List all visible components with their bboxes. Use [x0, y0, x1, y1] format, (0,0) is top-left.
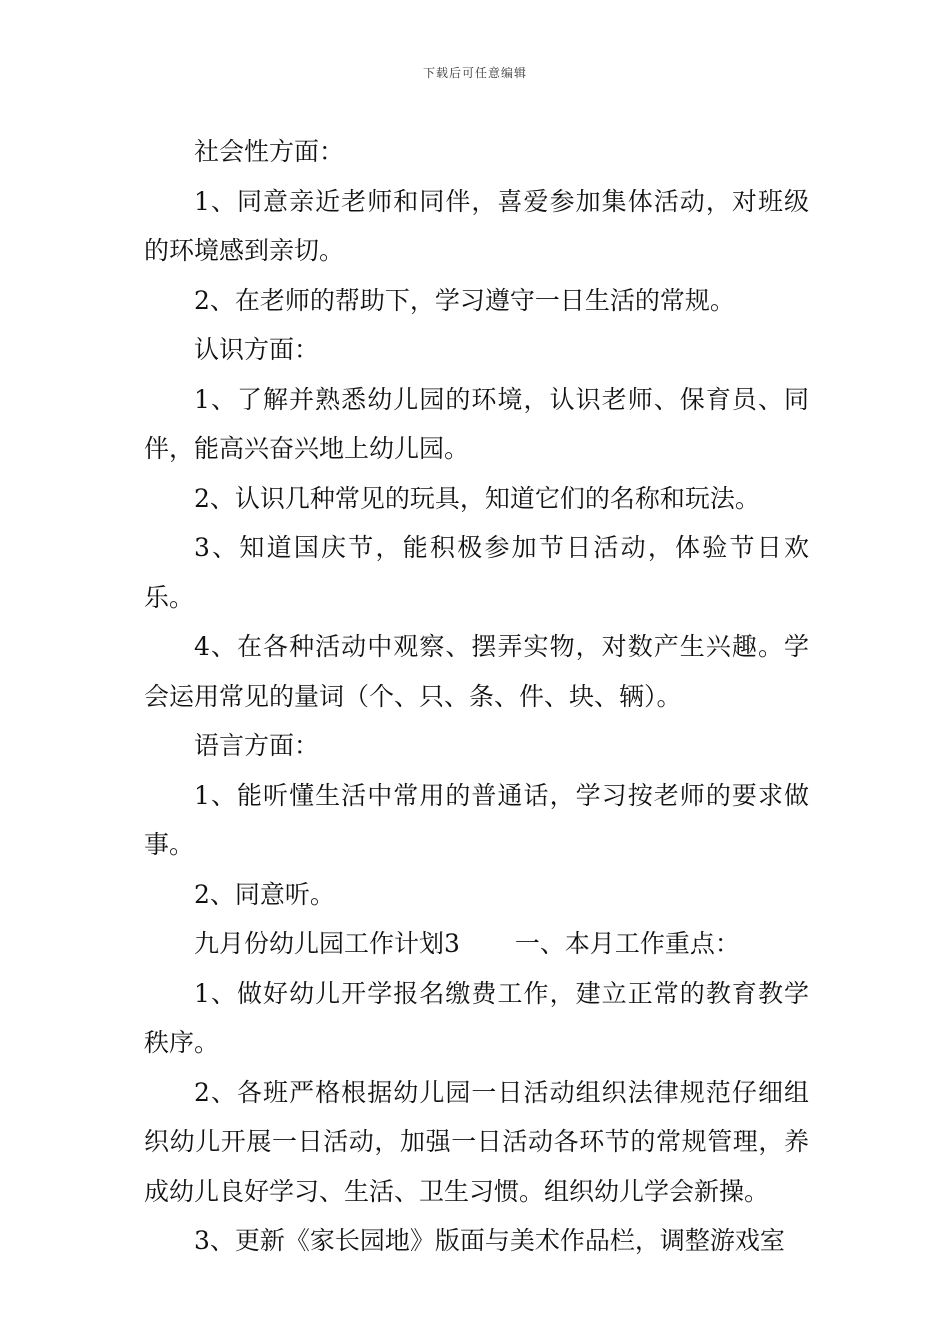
section-heading-cognition: 认识方面： — [194, 335, 320, 364]
section-heading-language: 语言方面： — [194, 731, 320, 760]
paragraph: 3、更新《家长园地》版面与美术作品栏，调整游戏室 — [194, 1226, 785, 1255]
paragraph: 2、各班严格根据幼儿园一日活动组织法律规范仔细组织幼儿开展一日活动，加强一日活动各环节的常规管理，养成幼儿良好学习、生活、卫生习惯。组织幼儿学会新操。 — [144, 1077, 809, 1206]
paragraph: 4、在各种活动中观察、摆弄实物，对数产生兴趣。学会运用常见的量词（个、只、条、件、块、辆）。 — [144, 632, 809, 711]
plan-section-heading: 一、本月工作重点： — [514, 929, 740, 958]
paragraph: 2、在老师的帮助下，学习遵守一日生活的常规。 — [194, 285, 735, 315]
document-body — [144, 127, 809, 1266]
header-note: 下载后可任意编辑 — [422, 66, 527, 80]
plan-heading-line — [144, 919, 809, 969]
plan-title: 九月份幼儿园工作计划3 — [194, 929, 460, 958]
paragraph: 1、能听懂生活中常用的普通话，学习按老师的要求做事。 — [144, 780, 809, 859]
paragraph: 1、了解并熟悉幼儿园的环境，认识老师、保育员、同伴，能高兴奋兴地上幼儿园。 — [144, 384, 809, 463]
section-heading-social: 社会性方面： — [194, 137, 345, 166]
paragraph: 1、做好幼儿开学报名缴费工作，建立正常的教育教学秩序。 — [144, 978, 809, 1057]
paragraph: 2、认识几种常见的玩具，知道它们的名称和玩法。 — [194, 483, 760, 513]
paragraph: 1、同意亲近老师和同伴，喜爱参加集体活动，对班级的环境感到亲切。 — [144, 186, 809, 265]
paragraph: 3、知道国庆节，能积极参加节日活动，体验节日欢乐。 — [144, 533, 809, 612]
paragraph: 2、同意听。 — [194, 879, 335, 909]
